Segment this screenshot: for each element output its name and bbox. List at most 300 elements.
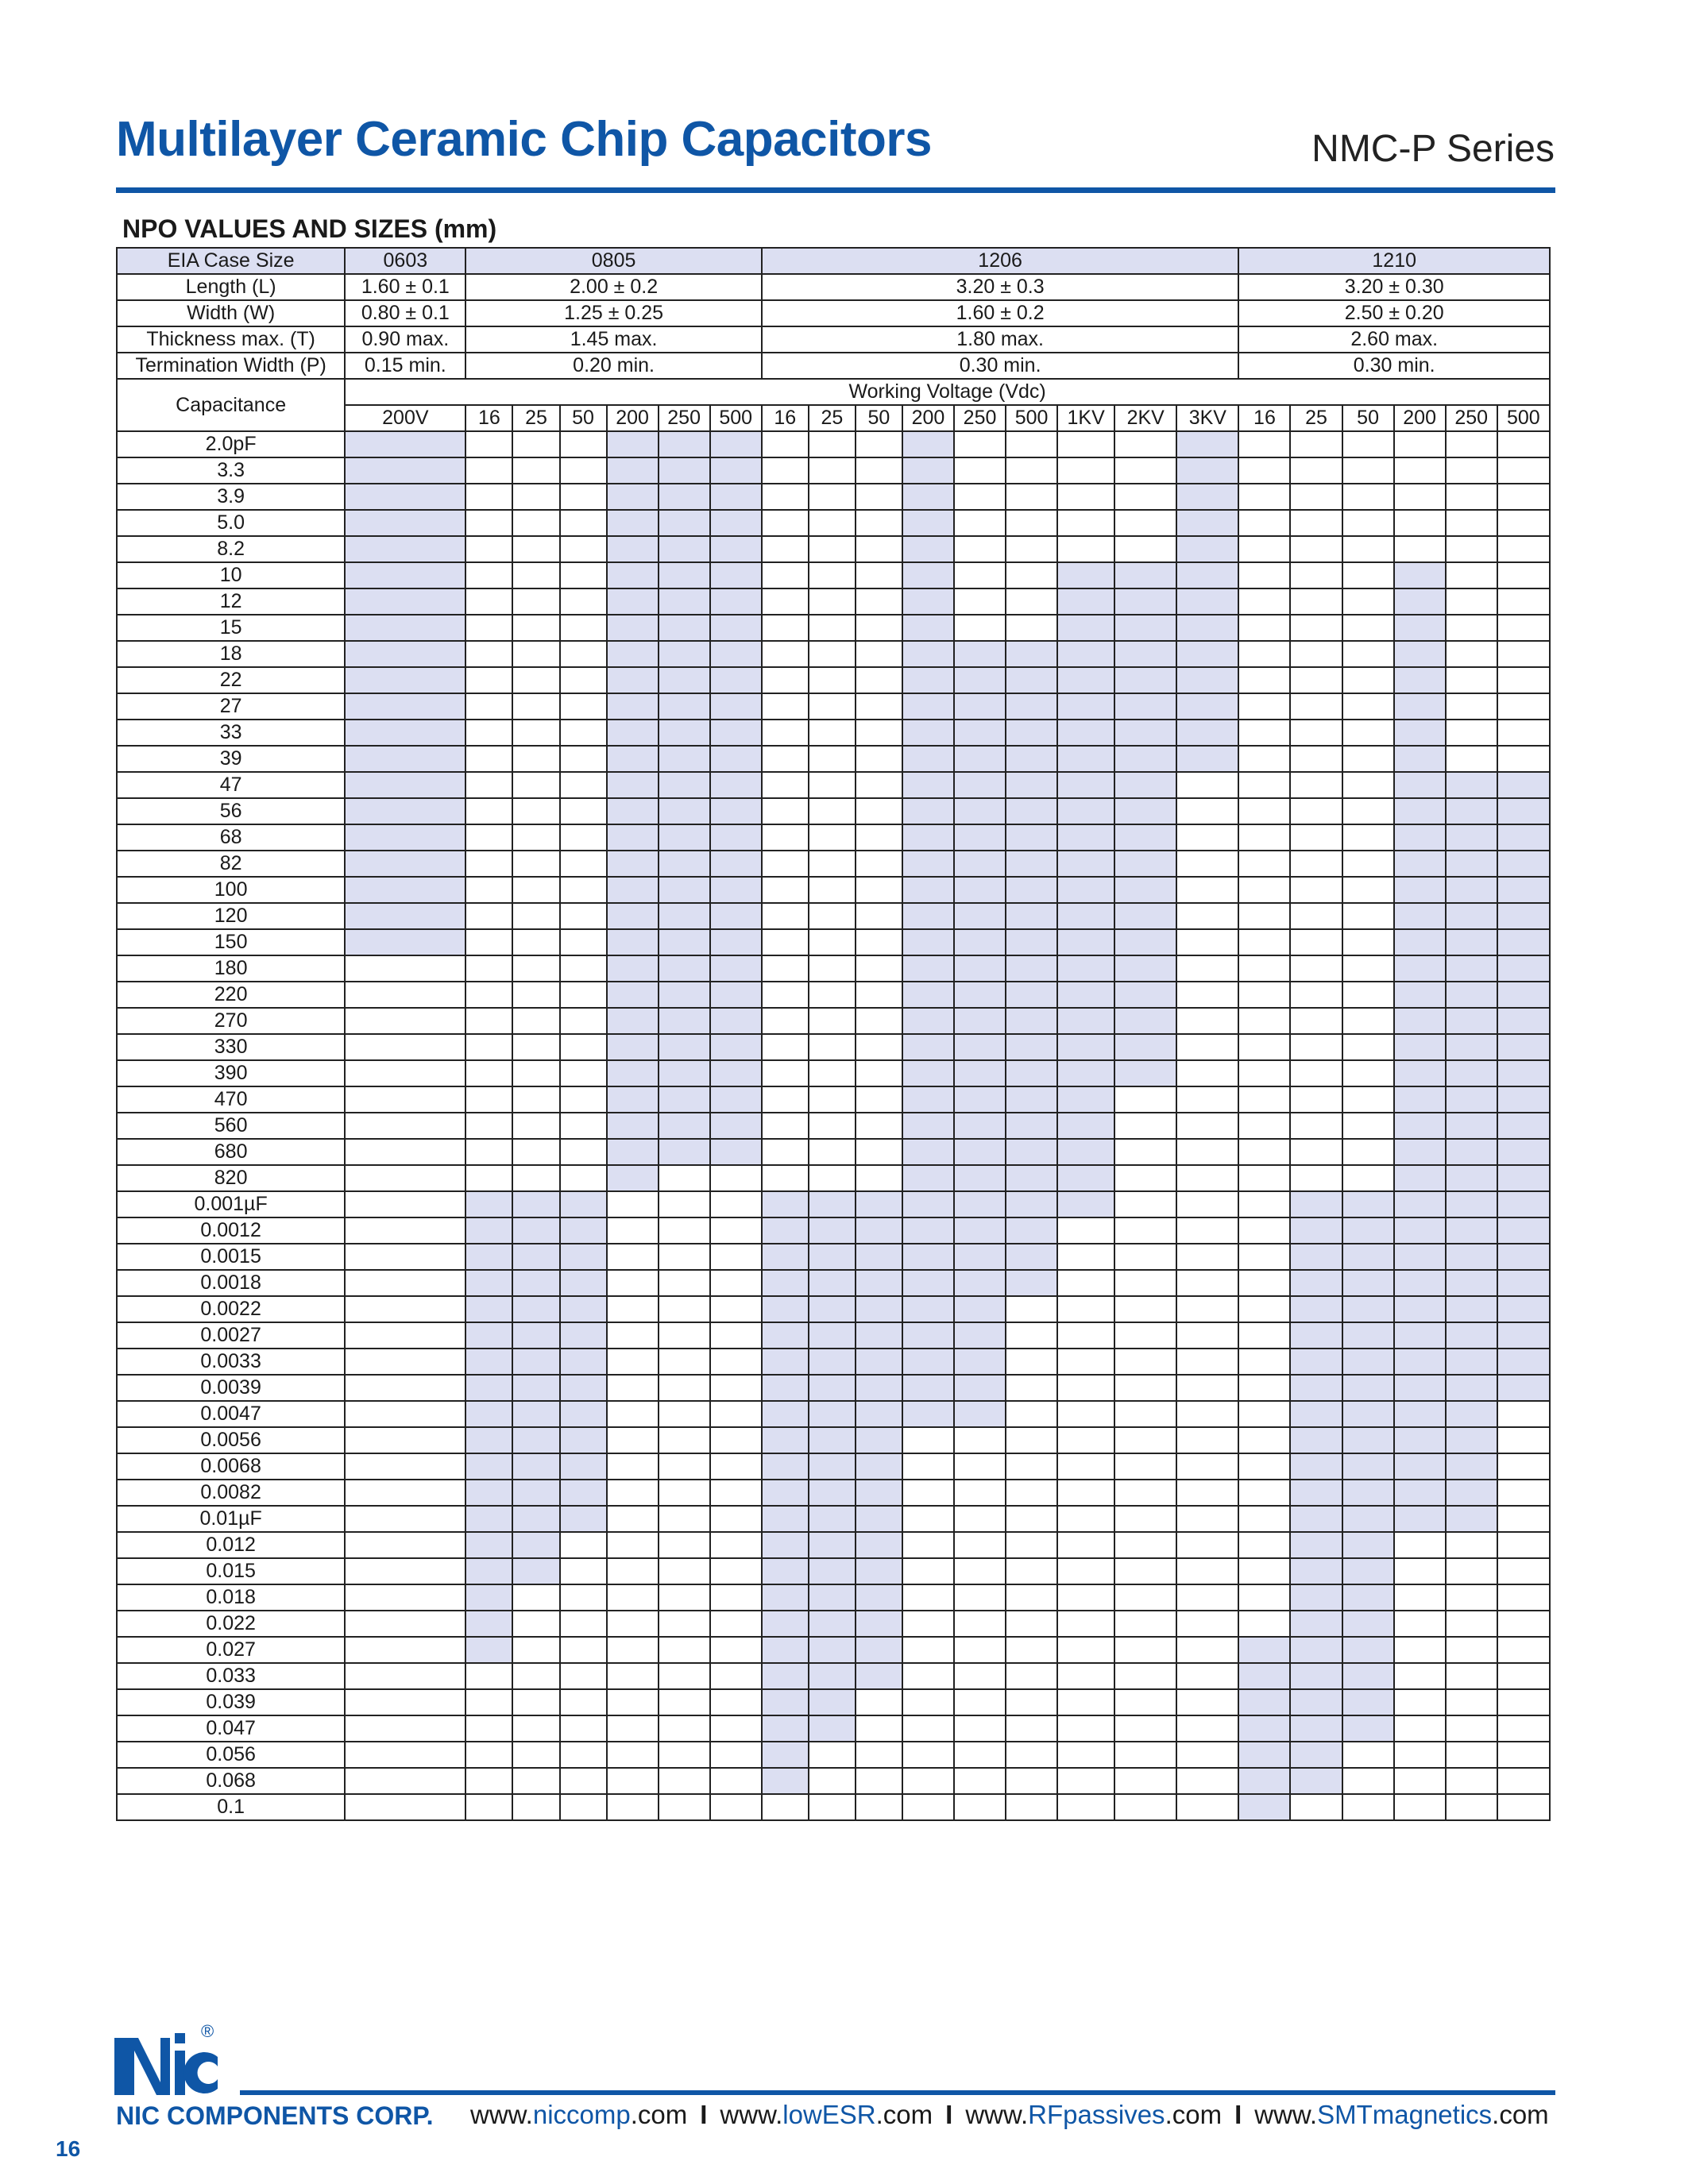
available-cell — [762, 1742, 809, 1768]
link-prefix: www. — [1254, 2100, 1318, 2129]
available-cell — [1176, 693, 1238, 720]
empty-cell — [1394, 1637, 1446, 1663]
empty-cell — [856, 457, 902, 484]
available-cell — [512, 1453, 559, 1480]
available-cell — [710, 693, 762, 720]
available-cell — [1446, 903, 1497, 929]
capacitance-value: 0.001µF — [117, 1191, 345, 1217]
available-cell — [465, 1217, 512, 1244]
footer-link[interactable] — [1254, 2100, 1548, 2129]
empty-cell — [607, 1453, 659, 1480]
available-cell — [1290, 1689, 1342, 1715]
capacitance-value: 270 — [117, 1008, 345, 1034]
available-cell — [954, 667, 1006, 693]
available-cell — [762, 1453, 809, 1480]
table-row — [117, 588, 1550, 615]
empty-cell — [1176, 1034, 1238, 1060]
empty-cell — [1057, 1427, 1114, 1453]
empty-cell — [954, 1427, 1006, 1453]
empty-cell — [465, 955, 512, 982]
available-cell — [560, 1296, 607, 1322]
spec-value: 0.30 min. — [1238, 353, 1550, 379]
voltage-header-cell: 200V — [345, 405, 465, 431]
capacitance-header: Capacitance — [117, 379, 345, 431]
empty-cell — [1176, 1768, 1238, 1794]
available-cell — [1114, 615, 1176, 641]
empty-cell — [1497, 1794, 1550, 1820]
available-cell — [512, 1558, 559, 1584]
empty-cell — [1176, 772, 1238, 798]
available-cell — [809, 1349, 856, 1375]
empty-cell — [512, 798, 559, 824]
available-cell — [1394, 877, 1446, 903]
empty-cell — [1290, 615, 1342, 641]
empty-cell — [560, 1715, 607, 1742]
available-cell — [809, 1689, 856, 1715]
available-cell — [1006, 824, 1057, 851]
empty-cell — [710, 1191, 762, 1217]
capacitance-value: 0.039 — [117, 1689, 345, 1715]
available-cell — [1114, 746, 1176, 772]
empty-cell — [1114, 484, 1176, 510]
empty-cell — [560, 955, 607, 982]
empty-cell — [1446, 746, 1497, 772]
empty-cell — [856, 1768, 902, 1794]
empty-cell — [856, 1060, 902, 1086]
empty-cell — [1006, 1453, 1057, 1480]
available-cell — [560, 1401, 607, 1427]
empty-cell — [1446, 1689, 1497, 1715]
available-cell — [954, 1191, 1006, 1217]
available-cell — [809, 1270, 856, 1296]
empty-cell — [1342, 1768, 1394, 1794]
empty-cell — [607, 1349, 659, 1375]
footer-link[interactable] — [965, 2100, 1222, 2129]
available-cell — [659, 588, 710, 615]
empty-cell — [560, 457, 607, 484]
available-cell — [512, 1296, 559, 1322]
empty-cell — [607, 1742, 659, 1768]
empty-cell — [902, 1453, 954, 1480]
available-cell — [1238, 1715, 1290, 1742]
empty-cell — [512, 588, 559, 615]
available-cell — [902, 1191, 954, 1217]
empty-cell — [607, 1480, 659, 1506]
available-cell — [1290, 1217, 1342, 1244]
available-cell — [809, 1532, 856, 1558]
empty-cell — [1394, 1558, 1446, 1584]
available-cell — [1446, 1060, 1497, 1086]
empty-cell — [512, 720, 559, 746]
available-cell — [954, 1349, 1006, 1375]
empty-cell — [345, 1584, 465, 1611]
available-cell — [809, 1584, 856, 1611]
capacitance-value: 2.0pF — [117, 431, 345, 457]
available-cell — [710, 562, 762, 588]
empty-cell — [1006, 1794, 1057, 1820]
empty-cell — [809, 641, 856, 667]
empty-cell — [607, 1768, 659, 1794]
available-cell — [1057, 1008, 1114, 1034]
available-cell — [710, 1034, 762, 1060]
empty-cell — [809, 851, 856, 877]
capacitance-value: 12 — [117, 588, 345, 615]
available-cell — [1290, 1506, 1342, 1532]
available-cell — [710, 667, 762, 693]
empty-cell — [1446, 457, 1497, 484]
empty-cell — [1114, 1768, 1176, 1794]
empty-cell — [1342, 798, 1394, 824]
empty-cell — [809, 693, 856, 720]
empty-cell — [902, 1506, 954, 1532]
available-cell — [1176, 667, 1238, 693]
available-cell — [1497, 955, 1550, 982]
available-cell — [560, 1244, 607, 1270]
empty-cell — [762, 1139, 809, 1165]
available-cell — [710, 431, 762, 457]
empty-cell — [659, 1296, 710, 1322]
available-cell — [1290, 1584, 1342, 1611]
capacitance-value: 5.0 — [117, 510, 345, 536]
empty-cell — [1290, 903, 1342, 929]
available-cell — [1446, 1217, 1497, 1244]
table-row — [117, 929, 1550, 955]
available-cell — [1290, 1663, 1342, 1689]
available-cell — [809, 1322, 856, 1349]
empty-cell — [1238, 1060, 1290, 1086]
empty-cell — [762, 877, 809, 903]
empty-cell — [659, 1742, 710, 1768]
available-cell — [1057, 1191, 1114, 1217]
available-cell — [954, 693, 1006, 720]
capacitance-value: 3.9 — [117, 484, 345, 510]
empty-cell — [809, 457, 856, 484]
empty-cell — [809, 667, 856, 693]
empty-cell — [1114, 1113, 1176, 1139]
empty-cell — [954, 536, 1006, 562]
voltage-header-cell: 1KV — [1057, 405, 1114, 431]
available-cell — [809, 1296, 856, 1322]
available-cell — [1394, 1217, 1446, 1244]
available-cell — [809, 1427, 856, 1453]
spec-label: Thickness max. (T) — [117, 326, 345, 353]
available-cell — [607, 484, 659, 510]
available-cell — [1342, 1689, 1394, 1715]
available-cell — [1114, 588, 1176, 615]
empty-cell — [560, 1689, 607, 1715]
available-cell — [1006, 1217, 1057, 1244]
empty-cell — [659, 1689, 710, 1715]
available-cell — [659, 720, 710, 746]
empty-cell — [465, 615, 512, 641]
capacitance-value: 0.0056 — [117, 1427, 345, 1453]
available-cell — [1394, 982, 1446, 1008]
voltage-header-cell: 500 — [1006, 405, 1057, 431]
available-cell — [1238, 1637, 1290, 1663]
empty-cell — [710, 1794, 762, 1820]
empty-cell — [1446, 1715, 1497, 1742]
empty-cell — [1176, 1794, 1238, 1820]
available-cell — [1394, 615, 1446, 641]
available-cell — [1394, 929, 1446, 955]
empty-cell — [560, 667, 607, 693]
available-cell — [1114, 929, 1176, 955]
empty-cell — [345, 1768, 465, 1794]
available-cell — [1497, 877, 1550, 903]
available-cell — [1290, 1191, 1342, 1217]
available-cell — [607, 877, 659, 903]
available-cell — [1114, 982, 1176, 1008]
empty-cell — [1238, 536, 1290, 562]
available-cell — [1114, 1008, 1176, 1034]
available-cell — [710, 641, 762, 667]
empty-cell — [1238, 615, 1290, 641]
empty-cell — [710, 1611, 762, 1637]
empty-cell — [1057, 431, 1114, 457]
empty-cell — [1114, 1375, 1176, 1401]
empty-cell — [465, 1794, 512, 1820]
empty-cell — [560, 431, 607, 457]
empty-cell — [465, 484, 512, 510]
available-cell — [345, 562, 465, 588]
empty-cell — [954, 1637, 1006, 1663]
empty-cell — [512, 1060, 559, 1086]
empty-cell — [1342, 877, 1394, 903]
voltage-header-cell: 2KV — [1114, 405, 1176, 431]
available-cell — [1057, 615, 1114, 641]
empty-cell — [710, 1637, 762, 1663]
available-cell — [902, 982, 954, 1008]
table-row — [117, 1349, 1550, 1375]
empty-cell — [1238, 667, 1290, 693]
empty-cell — [762, 824, 809, 851]
available-cell — [1176, 536, 1238, 562]
empty-cell — [1342, 536, 1394, 562]
available-cell — [345, 877, 465, 903]
capacitance-value: 0.0047 — [117, 1401, 345, 1427]
empty-cell — [710, 1689, 762, 1715]
available-cell — [902, 746, 954, 772]
empty-cell — [1238, 1165, 1290, 1191]
spec-label: Length (L) — [117, 274, 345, 300]
voltage-header-cell: 16 — [1238, 405, 1290, 431]
available-cell — [345, 824, 465, 851]
available-cell — [465, 1506, 512, 1532]
table-row — [117, 1401, 1550, 1427]
available-cell — [1342, 1611, 1394, 1637]
empty-cell — [560, 798, 607, 824]
empty-cell — [465, 982, 512, 1008]
table-row — [117, 1034, 1550, 1060]
available-cell — [1176, 720, 1238, 746]
available-cell — [1497, 824, 1550, 851]
capacitance-value: 180 — [117, 955, 345, 982]
empty-cell — [1342, 982, 1394, 1008]
empty-cell — [710, 1270, 762, 1296]
empty-cell — [1394, 510, 1446, 536]
empty-cell — [512, 955, 559, 982]
capacitance-value: 82 — [117, 851, 345, 877]
available-cell — [1394, 851, 1446, 877]
empty-cell — [1342, 1165, 1394, 1191]
available-cell — [1394, 1165, 1446, 1191]
empty-cell — [607, 1375, 659, 1401]
available-cell — [1394, 1296, 1446, 1322]
available-cell — [856, 1558, 902, 1584]
available-cell — [345, 457, 465, 484]
empty-cell — [1057, 1375, 1114, 1401]
available-cell — [465, 1349, 512, 1375]
available-cell — [1446, 1113, 1497, 1139]
voltage-header-cell: 50 — [560, 405, 607, 431]
available-cell — [1290, 1637, 1342, 1663]
capacitance-value: 0.1 — [117, 1794, 345, 1820]
spec-label: Width (W) — [117, 300, 345, 326]
empty-cell — [1394, 484, 1446, 510]
empty-cell — [1290, 955, 1342, 982]
empty-cell — [809, 903, 856, 929]
spec-row — [117, 353, 1550, 379]
empty-cell — [1290, 1165, 1342, 1191]
empty-cell — [560, 903, 607, 929]
available-cell — [1394, 1191, 1446, 1217]
empty-cell — [809, 431, 856, 457]
empty-cell — [345, 1165, 465, 1191]
empty-cell — [762, 1034, 809, 1060]
empty-cell — [1006, 431, 1057, 457]
empty-cell — [1342, 588, 1394, 615]
available-cell — [607, 1139, 659, 1165]
empty-cell — [809, 1060, 856, 1086]
capacitance-value: 100 — [117, 877, 345, 903]
table-row — [117, 1113, 1550, 1139]
available-cell — [1446, 824, 1497, 851]
empty-cell — [954, 1611, 1006, 1637]
available-cell — [659, 982, 710, 1008]
footer-links — [470, 2100, 1549, 2130]
empty-cell — [1176, 1165, 1238, 1191]
available-cell — [1497, 1217, 1550, 1244]
table-row — [117, 1480, 1550, 1506]
empty-cell — [1290, 431, 1342, 457]
empty-cell — [607, 1794, 659, 1820]
empty-cell — [1114, 1794, 1176, 1820]
empty-cell — [762, 562, 809, 588]
empty-cell — [710, 1480, 762, 1506]
available-cell — [560, 1270, 607, 1296]
empty-cell — [856, 588, 902, 615]
available-cell — [1497, 1322, 1550, 1349]
available-cell — [762, 1191, 809, 1217]
available-cell — [1342, 1427, 1394, 1453]
available-cell — [710, 588, 762, 615]
available-cell — [762, 1349, 809, 1375]
available-cell — [809, 1506, 856, 1532]
empty-cell — [1114, 510, 1176, 536]
available-cell — [1114, 693, 1176, 720]
empty-cell — [1446, 536, 1497, 562]
voltage-header-cell: 250 — [954, 405, 1006, 431]
available-cell — [465, 1637, 512, 1663]
capacitance-value: 0.0012 — [117, 1217, 345, 1244]
empty-cell — [1006, 1532, 1057, 1558]
capacitance-value: 0.0027 — [117, 1322, 345, 1349]
capacitance-value: 22 — [117, 667, 345, 693]
empty-cell — [1114, 536, 1176, 562]
empty-cell — [902, 1637, 954, 1663]
available-cell — [1057, 982, 1114, 1008]
spec-value: 2.50 ± 0.20 — [1238, 300, 1550, 326]
empty-cell — [1342, 1008, 1394, 1034]
available-cell — [1006, 746, 1057, 772]
footer-link[interactable] — [720, 2100, 933, 2129]
empty-cell — [659, 1532, 710, 1558]
empty-cell — [902, 1715, 954, 1742]
empty-cell — [465, 1165, 512, 1191]
empty-cell — [1497, 1427, 1550, 1453]
empty-cell — [1006, 510, 1057, 536]
empty-cell — [465, 1113, 512, 1139]
empty-cell — [1057, 1558, 1114, 1584]
footer-link[interactable] — [470, 2100, 687, 2129]
empty-cell — [560, 1558, 607, 1584]
available-cell — [1057, 693, 1114, 720]
empty-cell — [1176, 929, 1238, 955]
available-cell — [1394, 1322, 1446, 1349]
available-cell — [659, 457, 710, 484]
series-name: NMC-P Series — [1311, 128, 1555, 170]
available-cell — [512, 1349, 559, 1375]
empty-cell — [1057, 1270, 1114, 1296]
available-cell — [659, 1113, 710, 1139]
available-cell — [1497, 1296, 1550, 1322]
available-cell — [762, 1270, 809, 1296]
empty-cell — [954, 588, 1006, 615]
available-cell — [1497, 772, 1550, 798]
voltage-header-cell: 250 — [659, 405, 710, 431]
available-cell — [1290, 1349, 1342, 1375]
empty-cell — [1497, 431, 1550, 457]
available-cell — [902, 1375, 954, 1401]
available-cell — [1394, 1244, 1446, 1270]
empty-cell — [762, 588, 809, 615]
empty-cell — [465, 772, 512, 798]
empty-cell — [856, 746, 902, 772]
available-cell — [345, 588, 465, 615]
available-cell — [345, 772, 465, 798]
empty-cell — [856, 1139, 902, 1165]
spec-value: 1.45 max. — [465, 326, 761, 353]
available-cell — [659, 798, 710, 824]
available-cell — [762, 1506, 809, 1532]
available-cell — [345, 510, 465, 536]
available-cell — [659, 484, 710, 510]
empty-cell — [1006, 1637, 1057, 1663]
available-cell — [1290, 1401, 1342, 1427]
voltage-header-cell: 25 — [1290, 405, 1342, 431]
available-cell — [1114, 851, 1176, 877]
empty-cell — [1394, 1611, 1446, 1637]
empty-cell — [345, 1480, 465, 1506]
empty-cell — [345, 1113, 465, 1139]
capacitance-value: 0.018 — [117, 1584, 345, 1611]
empty-cell — [560, 1086, 607, 1113]
available-cell — [902, 536, 954, 562]
empty-cell — [1057, 1663, 1114, 1689]
empty-cell — [512, 1794, 559, 1820]
empty-cell — [1238, 1296, 1290, 1322]
available-cell — [1394, 955, 1446, 982]
